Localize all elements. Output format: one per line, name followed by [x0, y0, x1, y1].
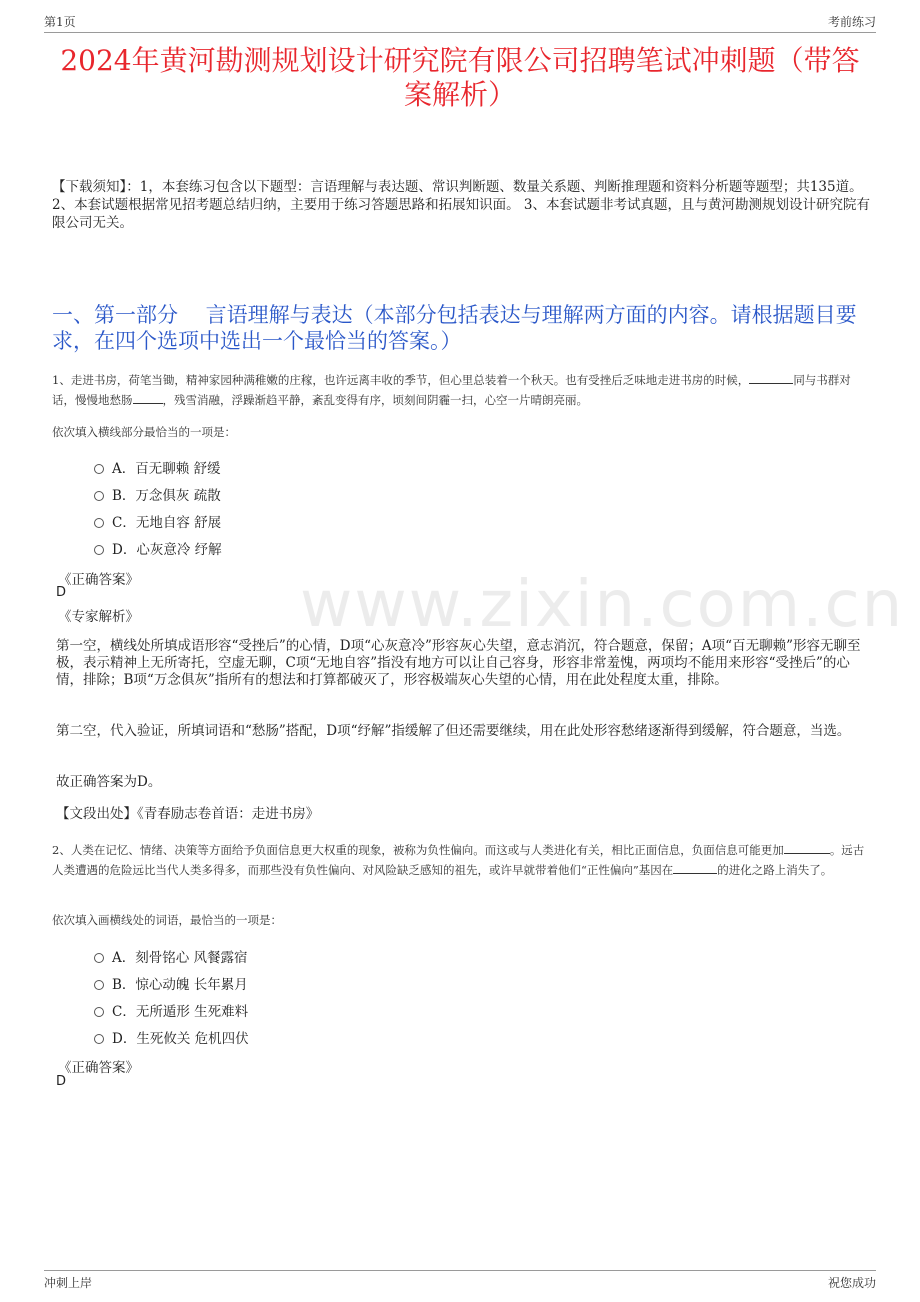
radio-icon[interactable] — [94, 545, 104, 555]
footer-divider — [44, 1270, 876, 1271]
analysis-label: 《专家解析》 — [58, 609, 139, 625]
analysis-paragraph-2: 第二空，代入验证，所填词语和“愁肠”搭配，D项“纾解”指缓解了但还需要继续，用在此处形容愁绪逐渐得到缓解，符合题意，当选。 — [56, 723, 851, 739]
watermark: www.zixin.com.cn — [300, 568, 905, 642]
radio-icon[interactable] — [94, 1007, 104, 1017]
q1-option-a[interactable]: A．百无聊赖 舒缓 — [94, 457, 221, 477]
answer-value: D — [56, 1074, 67, 1089]
header-divider — [44, 32, 876, 33]
q2-option-c[interactable]: C．无所遁形 生死难料 — [94, 1000, 248, 1020]
question-1-instruction: 依次填入横线部分最恰当的一项是： — [52, 425, 236, 439]
q2-option-a[interactable]: A．刻骨铭心 风餐露宿 — [94, 946, 248, 966]
radio-icon[interactable] — [94, 1034, 104, 1044]
source-citation: 【文段出处】《青春励志卷首语：走进书房》 — [56, 806, 320, 822]
analysis-paragraph-1: 第一空，横线处所填成语形容“受挫后”的心情，D项“心灰意冷”形容灰心失望，意志消沉，符合题意，保留；A项“百无聊赖”形容无聊至极，表示精神上无所寄托，空虚无聊，C项“无地自容”指没有地方可以让自己容身，形容非常羞愧，两项均不能用来形容“受挫后”的心情，排除；B项“万念俱灰”指所有的想法和打算都破灭了，形容极端灰心失望的心情，用在此处程度太重，排除。 — [56, 638, 861, 688]
q1-option-d[interactable]: D．心灰意冷 纾解 — [94, 538, 222, 558]
header-label: 考前练习 — [827, 15, 876, 29]
radio-icon[interactable] — [94, 518, 104, 528]
answer-label: 《正确答案》 — [58, 1060, 139, 1076]
blank-1 — [784, 841, 830, 854]
blank-2 — [133, 391, 163, 404]
page-title: 2024年黄河勘测规划设计研究院有限公司招聘笔试冲刺题（带答案解析） — [60, 44, 860, 111]
q1-option-c[interactable]: C．无地自容 舒展 — [94, 511, 221, 531]
footer-left-text: 冲刺上岸 — [44, 1276, 93, 1290]
blank-1 — [749, 371, 793, 384]
q2-option-b[interactable]: B．惊心动魄 长年累月 — [94, 973, 248, 993]
answer-label: 《正确答案》 — [58, 572, 139, 588]
radio-icon[interactable] — [94, 980, 104, 990]
radio-icon[interactable] — [94, 491, 104, 501]
radio-icon[interactable] — [94, 464, 104, 474]
question-1-stem: 1、走进书房，荷笔当锄，精神家园种满稚嫩的庄稼，也许远离丰收的季节，但心里总装着一个秋天。也有受挫后乏味地走进书房的时候， 同与书群对话，慢慢地愁肠 ，残雪消融，浮躁渐趋平静，紊乱变得有序，顷刻间阴霾一扫，心空一片晴朗亮丽。 — [52, 373, 851, 407]
section-heading: 一、第一部分 言语理解与表达（本部分包括表达与理解两方面的内容。请根据题目要求，在四个选项中选出一个最恰当的答案。） — [52, 303, 857, 353]
answer-value: D — [56, 585, 67, 600]
question-2-stem: 2、人类在记忆、情绪、决策等方面给予负面信息更大权重的现象，被称为负性偏向。而这或与人类进化有关，相比正面信息，负面信息可能更加 。远古人类遭遇的危险远比当代人类多得多，而那些没有负性偏向、对风险缺乏感知的祖先，或许早就带着他们“正性偏向”基因在 的进化之路上消失了。 — [52, 843, 865, 877]
footer-right-text: 祝您成功 — [827, 1276, 876, 1290]
page-number: 第1页 — [44, 15, 76, 29]
analysis-conclusion: 故正确答案为D。 — [56, 774, 162, 790]
download-notice: 【下载须知】：1，本套练习包含以下题型：言语理解与表达题、常识判断题、数量关系题、判断推理题和资料分析题等题型；共135道。 2、本套试题根据常见招考题总结归纳，主要用于练习答题思路和拓展知识面。 3、本套试题非考试真题，且与黄河勘测规划设计研究院有限公司无关。 — [52, 179, 870, 231]
question-2-instruction: 依次填入画横线处的词语，最恰当的一项是： — [52, 913, 282, 927]
blank-2 — [673, 861, 717, 874]
q1-option-b[interactable]: B．万念俱灰 疏散 — [94, 484, 221, 504]
q2-option-d[interactable]: D．生死攸关 危机四伏 — [94, 1027, 249, 1047]
radio-icon[interactable] — [94, 953, 104, 963]
